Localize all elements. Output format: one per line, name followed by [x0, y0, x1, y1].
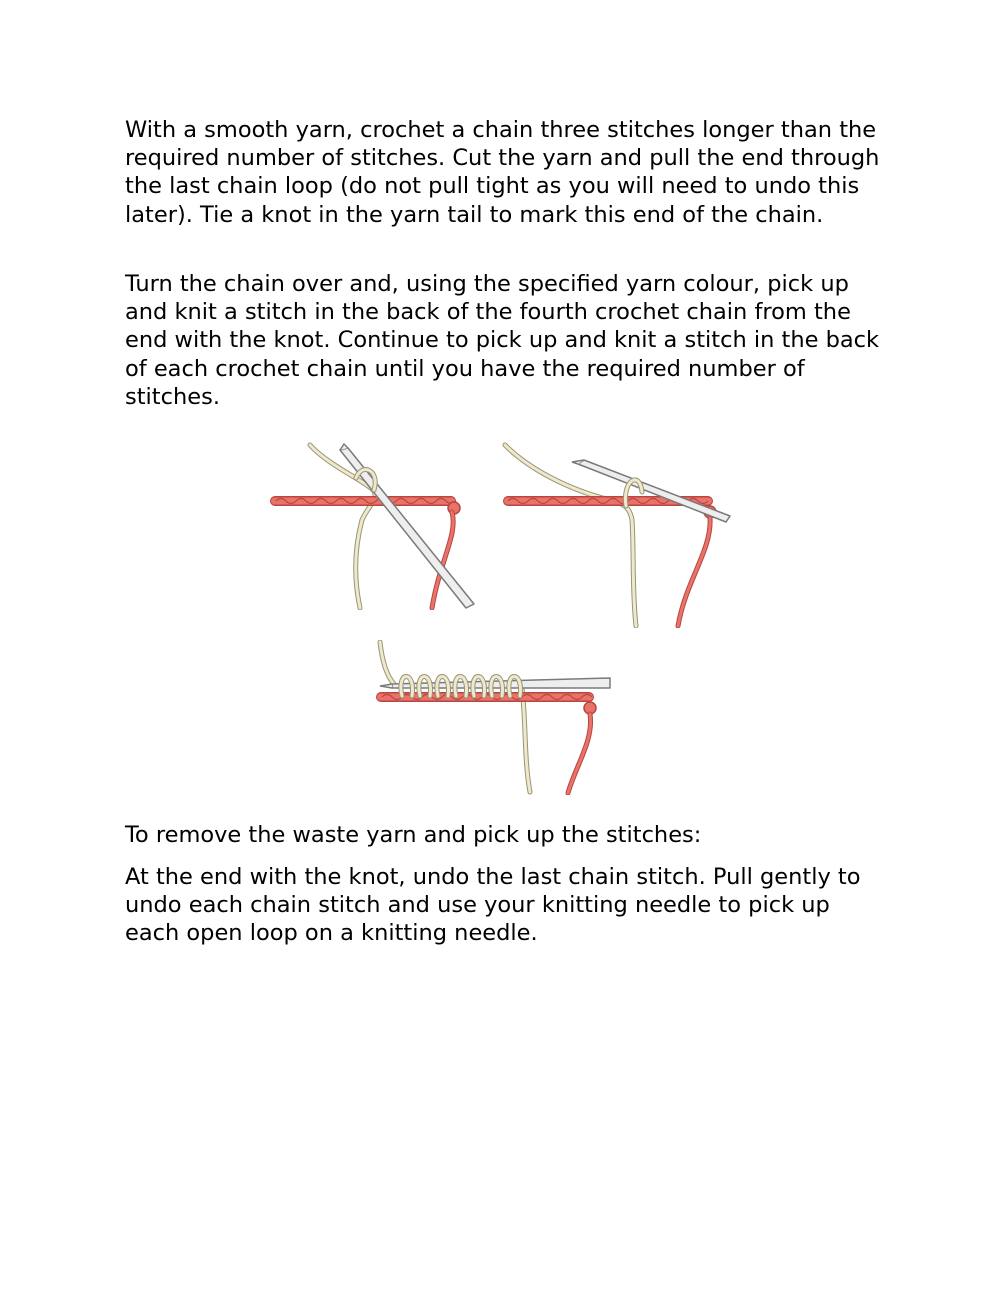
illustration-insert-needle [268, 440, 478, 610]
instruction-paragraph-1: With a smooth yarn, crochet a chain three stitches longer than the required number of stitches. Cut the yarn and pull the end through the last chain loop (do not pull tight as you will need to undo this later). Tie a knot in the yarn tail to mark this end of the chain. [125, 117, 880, 228]
illustration-stitches-on-needle [372, 640, 614, 795]
illustration-pick-up-stitch [500, 440, 735, 628]
instruction-paragraph-4: At the end with the knot, undo the last chain stitch. Pull gently to undo each chain stitch and use your knitting needle to pick up each open loop on a knitting needle. [125, 864, 861, 947]
knitting-needle [572, 460, 730, 522]
instruction-paragraph-3: To remove the waste yarn and pick up the stitches: [125, 822, 702, 848]
instruction-paragraph-2: Turn the chain over and, using the specified yarn colour, pick up and knit a stitch in the back of the fourth crochet chain from the end with the knot. Continue to pick up and knit a stitch in the back of each crochet chain until you have the required number of stitches. [125, 271, 880, 410]
